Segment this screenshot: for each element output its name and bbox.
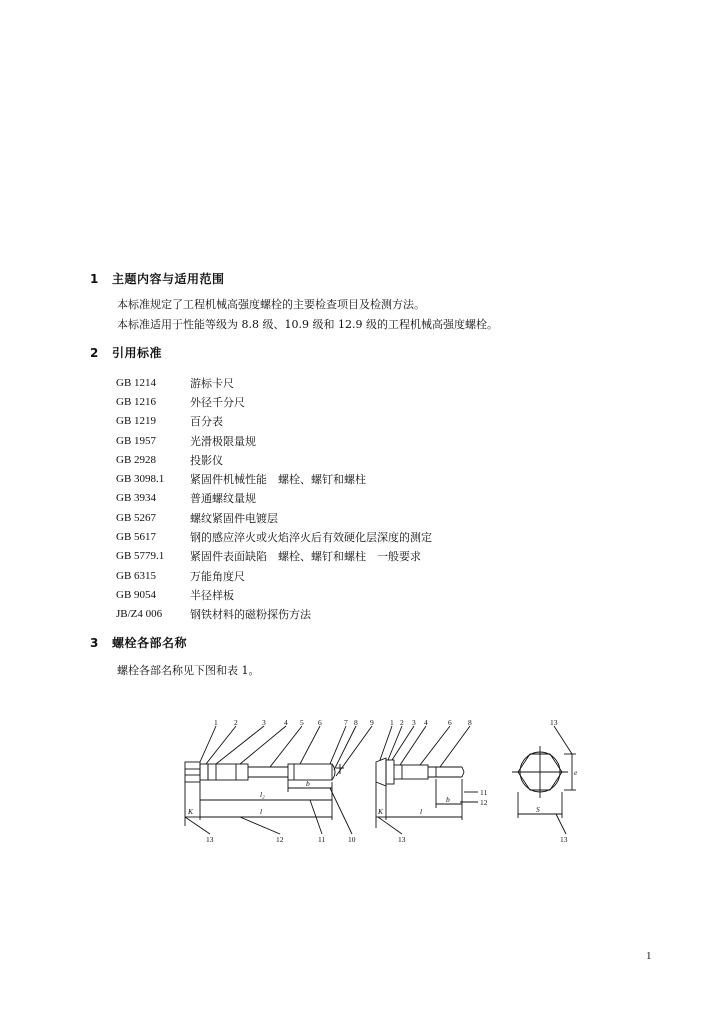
section-title: 主题内容与适用范围	[112, 272, 225, 286]
section-number: 3	[90, 636, 99, 650]
middle-dim-b: b	[446, 795, 450, 804]
reference-code: GB 6315	[116, 569, 157, 582]
reference-list	[116, 373, 432, 624]
middle-dim-K: K	[378, 807, 384, 816]
section-2-heading	[90, 344, 162, 361]
middle-callout-6: 6	[448, 718, 452, 727]
middle-callout-12: 12	[480, 798, 488, 807]
reference-title: 半径样板	[190, 588, 234, 602]
section-number: 2	[90, 346, 99, 360]
left-callout-7: 7	[344, 718, 348, 727]
reference-title: 光滑极限量规	[190, 434, 256, 448]
reference-item	[116, 605, 432, 624]
reference-title: 外径千分尺	[190, 395, 245, 409]
left-dim-ls: l₂	[260, 790, 265, 799]
reference-item	[116, 508, 432, 527]
hex-dim-S: S	[536, 805, 540, 814]
reference-title: 螺纹紧固件电镀层	[190, 511, 278, 525]
hex-dim-e: e	[574, 768, 578, 777]
reference-code: GB 5779.1	[116, 550, 165, 563]
reference-title: 百分表	[190, 415, 223, 429]
reference-code: GB 1216	[116, 395, 157, 408]
middle-bolt-drawing	[376, 726, 478, 834]
left-callout-10: 10	[348, 835, 356, 844]
reference-item	[116, 566, 432, 585]
hex-view-drawing	[512, 726, 576, 834]
reference-title: 钢的感应淬火或火焰淬火后有效硬化层深度的测定	[190, 531, 432, 545]
reference-item	[116, 469, 432, 488]
middle-callout-8: 8	[468, 718, 472, 727]
reference-code: JB/Z4 006	[116, 608, 163, 621]
middle-callout-2: 2	[400, 718, 404, 727]
left-callout-2: 2	[234, 718, 238, 727]
bolt-parts-figure	[180, 716, 580, 846]
reference-item	[116, 489, 432, 508]
left-callout-3: 3	[262, 718, 266, 727]
hex-callout-13-top: 13	[550, 718, 558, 727]
reference-item	[116, 585, 432, 604]
reference-item	[116, 412, 432, 431]
reference-code: GB 1957	[116, 434, 157, 447]
left-callout-1: 1	[214, 718, 218, 727]
reference-title: 钢铁材料的磁粉探伤方法	[190, 608, 311, 622]
reference-code: GB 3098.1	[116, 473, 165, 486]
reference-code: GB 5617	[116, 531, 157, 544]
reference-code: GB 1214	[116, 376, 157, 389]
reference-item	[116, 450, 432, 469]
reference-code: GB 3934	[116, 492, 157, 505]
left-callout-12: 12	[276, 835, 284, 844]
left-callout-9: 9	[370, 718, 374, 727]
left-callout-13: 13	[206, 835, 214, 844]
reference-code: GB 1219	[116, 415, 157, 428]
left-callout-8: 8	[354, 718, 358, 727]
reference-title: 普通螺纹量规	[190, 492, 256, 506]
left-bolt-drawing	[185, 726, 372, 834]
left-callout-5: 5	[300, 718, 304, 727]
middle-callout-1: 1	[390, 718, 394, 727]
reference-item	[116, 373, 432, 392]
middle-callout-13: 13	[398, 835, 406, 844]
reference-title: 紧固件表面缺陷 螺栓、螺钉和螺柱 一般要求	[190, 550, 421, 564]
reference-title: 游标卡尺	[190, 376, 234, 390]
section-title: 螺栓各部名称	[112, 636, 188, 650]
middle-callout-3: 3	[412, 718, 416, 727]
page-number: 1	[646, 950, 652, 962]
section-1-paragraph-1: 本标准规定了工程机械高强度螺栓的主要检查项目及检测方法。	[117, 298, 425, 311]
reference-title: 投影仪	[190, 453, 223, 467]
reference-code: GB 2928	[116, 453, 157, 466]
section-3-paragraph: 螺栓各部名称见下图和表 1。	[117, 664, 260, 677]
left-dim-b: b	[306, 779, 310, 788]
left-dim-l: l	[260, 807, 263, 816]
middle-callout-4: 4	[424, 718, 428, 727]
left-callout-6: 6	[318, 718, 322, 727]
reference-item	[116, 431, 432, 450]
section-1-paragraph-2: 本标准适用于性能等级为 8.8 级、10.9 级和 12.9 级的工程机械高强度螺栓。	[117, 318, 498, 331]
reference-item	[116, 547, 432, 566]
section-1-heading	[90, 270, 225, 287]
reference-item	[116, 527, 432, 546]
middle-dim-l: l	[420, 807, 423, 816]
left-callout-4: 4	[284, 718, 288, 727]
reference-title: 紧固件机械性能 螺栓、螺钉和螺柱	[190, 473, 366, 487]
hex-callout-13-bottom: 13	[560, 835, 568, 844]
left-callout-11: 11	[318, 835, 326, 844]
reference-code: GB 9054	[116, 588, 157, 601]
section-number: 1	[90, 272, 99, 286]
reference-item	[116, 392, 432, 411]
reference-code: GB 5267	[116, 511, 157, 524]
left-dim-K: K	[188, 807, 194, 816]
middle-callout-11: 11	[480, 788, 488, 797]
section-title: 引用标准	[112, 346, 163, 360]
section-3-heading	[90, 634, 187, 651]
reference-title: 万能角度尺	[190, 569, 245, 583]
